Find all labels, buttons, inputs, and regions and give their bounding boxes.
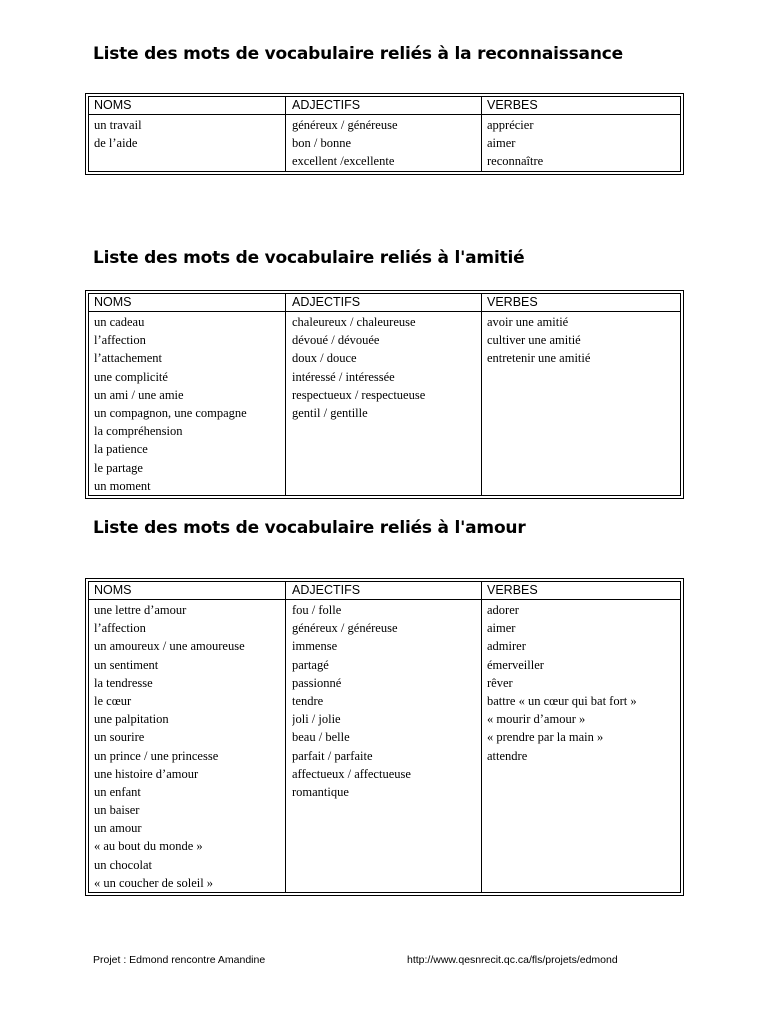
adjectifs-item: parfait / parfaite	[292, 748, 373, 763]
verbes-item: admirer	[487, 639, 526, 654]
noms-item: une palpitation	[94, 712, 169, 727]
adjectifs-item: bon / bonne	[292, 136, 352, 151]
empty-line	[292, 422, 481, 440]
section-title-reconnaissance: Liste des mots de vocabulaire reliés à la reconnaissance	[93, 44, 623, 64]
noms-item: un cadeau	[94, 315, 145, 329]
noms-item: un prince / une princesse	[94, 748, 219, 763]
empty-line	[487, 765, 680, 783]
empty-line	[292, 819, 481, 837]
noms-item: un sourire	[94, 730, 145, 745]
noms-item: une lettre d’amour	[94, 603, 187, 617]
empty-line	[487, 819, 680, 837]
verbes-item: « mourir d’amour »	[487, 712, 586, 727]
verbes-item: reconnaître	[487, 154, 544, 169]
noms-item: une complicité	[94, 369, 168, 384]
vocab-table-amour	[85, 578, 684, 896]
footer-project: Projet : Edmond rencontre Amandine	[93, 954, 266, 966]
noms-item: un compagnon, une compagne	[94, 405, 247, 420]
adjectifs-item: joli / jolie	[292, 712, 341, 727]
verbes-column	[482, 115, 681, 172]
empty-line	[487, 386, 680, 404]
verbes-item: battre « un cœur qui bat fort »	[487, 693, 637, 708]
section-title-amour: Liste des mots de vocabulaire reliés à l'amour	[93, 518, 526, 538]
noms-item: une histoire d’amour	[94, 766, 199, 781]
verbes-item: avoir une amitié	[487, 315, 569, 329]
adjectifs-item: affectueux / affectueuse	[292, 766, 411, 781]
empty-line	[292, 440, 481, 458]
verbes-item: adorer	[487, 603, 519, 617]
empty-line	[487, 801, 680, 819]
empty-line	[487, 874, 680, 892]
adjectifs-item: immense	[292, 639, 338, 654]
verbes-column	[482, 312, 681, 496]
adjectifs-item: fou / folle	[292, 603, 342, 617]
empty-line	[94, 152, 285, 170]
verbes-item: rêver	[487, 675, 513, 690]
verbes-item: « prendre par la main »	[487, 730, 604, 745]
adjectifs-item: dévoué / dévouée	[292, 333, 380, 348]
adjectifs-item: excellent /excellente	[292, 154, 395, 169]
empty-line	[487, 368, 680, 386]
empty-line	[292, 856, 481, 874]
vocab-table-amitie	[85, 290, 684, 499]
verbes-item: aimer	[487, 621, 516, 636]
noms-item: le partage	[94, 460, 143, 475]
empty-line	[487, 440, 680, 458]
empty-line	[292, 459, 481, 477]
empty-line	[487, 459, 680, 477]
noms-item: « un coucher de soleil »	[94, 875, 214, 890]
noms-item: un moment	[94, 478, 151, 493]
empty-line	[487, 422, 680, 440]
adjectifs-item: chaleureux / chaleureuse	[292, 315, 416, 329]
adjectifs-item: romantique	[292, 784, 349, 799]
noms-column	[89, 600, 286, 893]
noms-item: la tendresse	[94, 675, 153, 690]
adjectifs-item: généreux / généreuse	[292, 118, 398, 132]
noms-item: un amour	[94, 821, 142, 836]
section-title-amitie: Liste des mots de vocabulaire reliés à l'amitié	[93, 248, 525, 268]
adjectifs-item: doux / douce	[292, 351, 357, 366]
header-noms: NOMS	[89, 582, 286, 600]
adjectifs-item: intéressé / intéressée	[292, 369, 395, 384]
adjectifs-item: généreux / généreuse	[292, 621, 398, 636]
empty-line	[487, 837, 680, 855]
noms-item: un sentiment	[94, 657, 159, 672]
noms-item: « au bout du monde »	[94, 839, 203, 854]
header-verbes: VERBES	[482, 582, 681, 600]
noms-item: le cœur	[94, 693, 132, 708]
header-adjectifs: ADJECTIFS	[286, 294, 482, 312]
noms-item: un ami / une amie	[94, 387, 184, 402]
adjectifs-item: gentil / gentille	[292, 405, 368, 420]
header-verbes: VERBES	[482, 97, 681, 115]
header-noms: NOMS	[89, 294, 286, 312]
empty-line	[292, 837, 481, 855]
verbes-item: émerveiller	[487, 657, 544, 672]
verbes-item: aimer	[487, 136, 516, 151]
header-adjectifs: ADJECTIFS	[286, 97, 482, 115]
footer-url[interactable]: http://www.qesnrecit.qc.ca/fls/projets/edmond	[407, 954, 618, 966]
noms-item: la patience	[94, 442, 148, 457]
empty-line	[487, 404, 680, 422]
empty-line	[292, 874, 481, 892]
vocab-table-reconnaissance	[85, 93, 684, 175]
verbes-item: cultiver une amitié	[487, 333, 581, 348]
verbes-column	[482, 600, 681, 893]
noms-item: un baiser	[94, 803, 140, 818]
noms-item: un chocolat	[94, 857, 152, 872]
noms-item: la compréhension	[94, 424, 183, 439]
empty-line	[292, 477, 481, 495]
noms-item: l’affection	[94, 621, 146, 636]
noms-item: l’affection	[94, 333, 146, 348]
noms-item: de l’aide	[94, 136, 138, 151]
adjectifs-column	[286, 600, 482, 893]
empty-line	[487, 477, 680, 495]
adjectifs-column	[286, 115, 482, 172]
verbes-item: apprécier	[487, 118, 534, 132]
adjectifs-item: partagé	[292, 657, 329, 672]
adjectifs-item: respectueux / respectueuse	[292, 387, 426, 402]
noms-column	[89, 312, 286, 496]
adjectifs-item: beau / belle	[292, 730, 350, 745]
noms-item: un enfant	[94, 784, 141, 799]
header-adjectifs: ADJECTIFS	[286, 582, 482, 600]
empty-line	[487, 783, 680, 801]
adjectifs-column	[286, 312, 482, 496]
noms-item: un travail	[94, 118, 142, 132]
noms-item: un amoureux / une amoureuse	[94, 639, 245, 654]
adjectifs-item: tendre	[292, 693, 324, 708]
empty-line	[292, 801, 481, 819]
empty-line	[487, 856, 680, 874]
adjectifs-item: passionné	[292, 675, 342, 690]
header-verbes: VERBES	[482, 294, 681, 312]
noms-column	[89, 115, 286, 172]
noms-item: l’attachement	[94, 351, 163, 366]
header-noms: NOMS	[89, 97, 286, 115]
verbes-item: attendre	[487, 748, 528, 763]
verbes-item: entretenir une amitié	[487, 351, 591, 366]
